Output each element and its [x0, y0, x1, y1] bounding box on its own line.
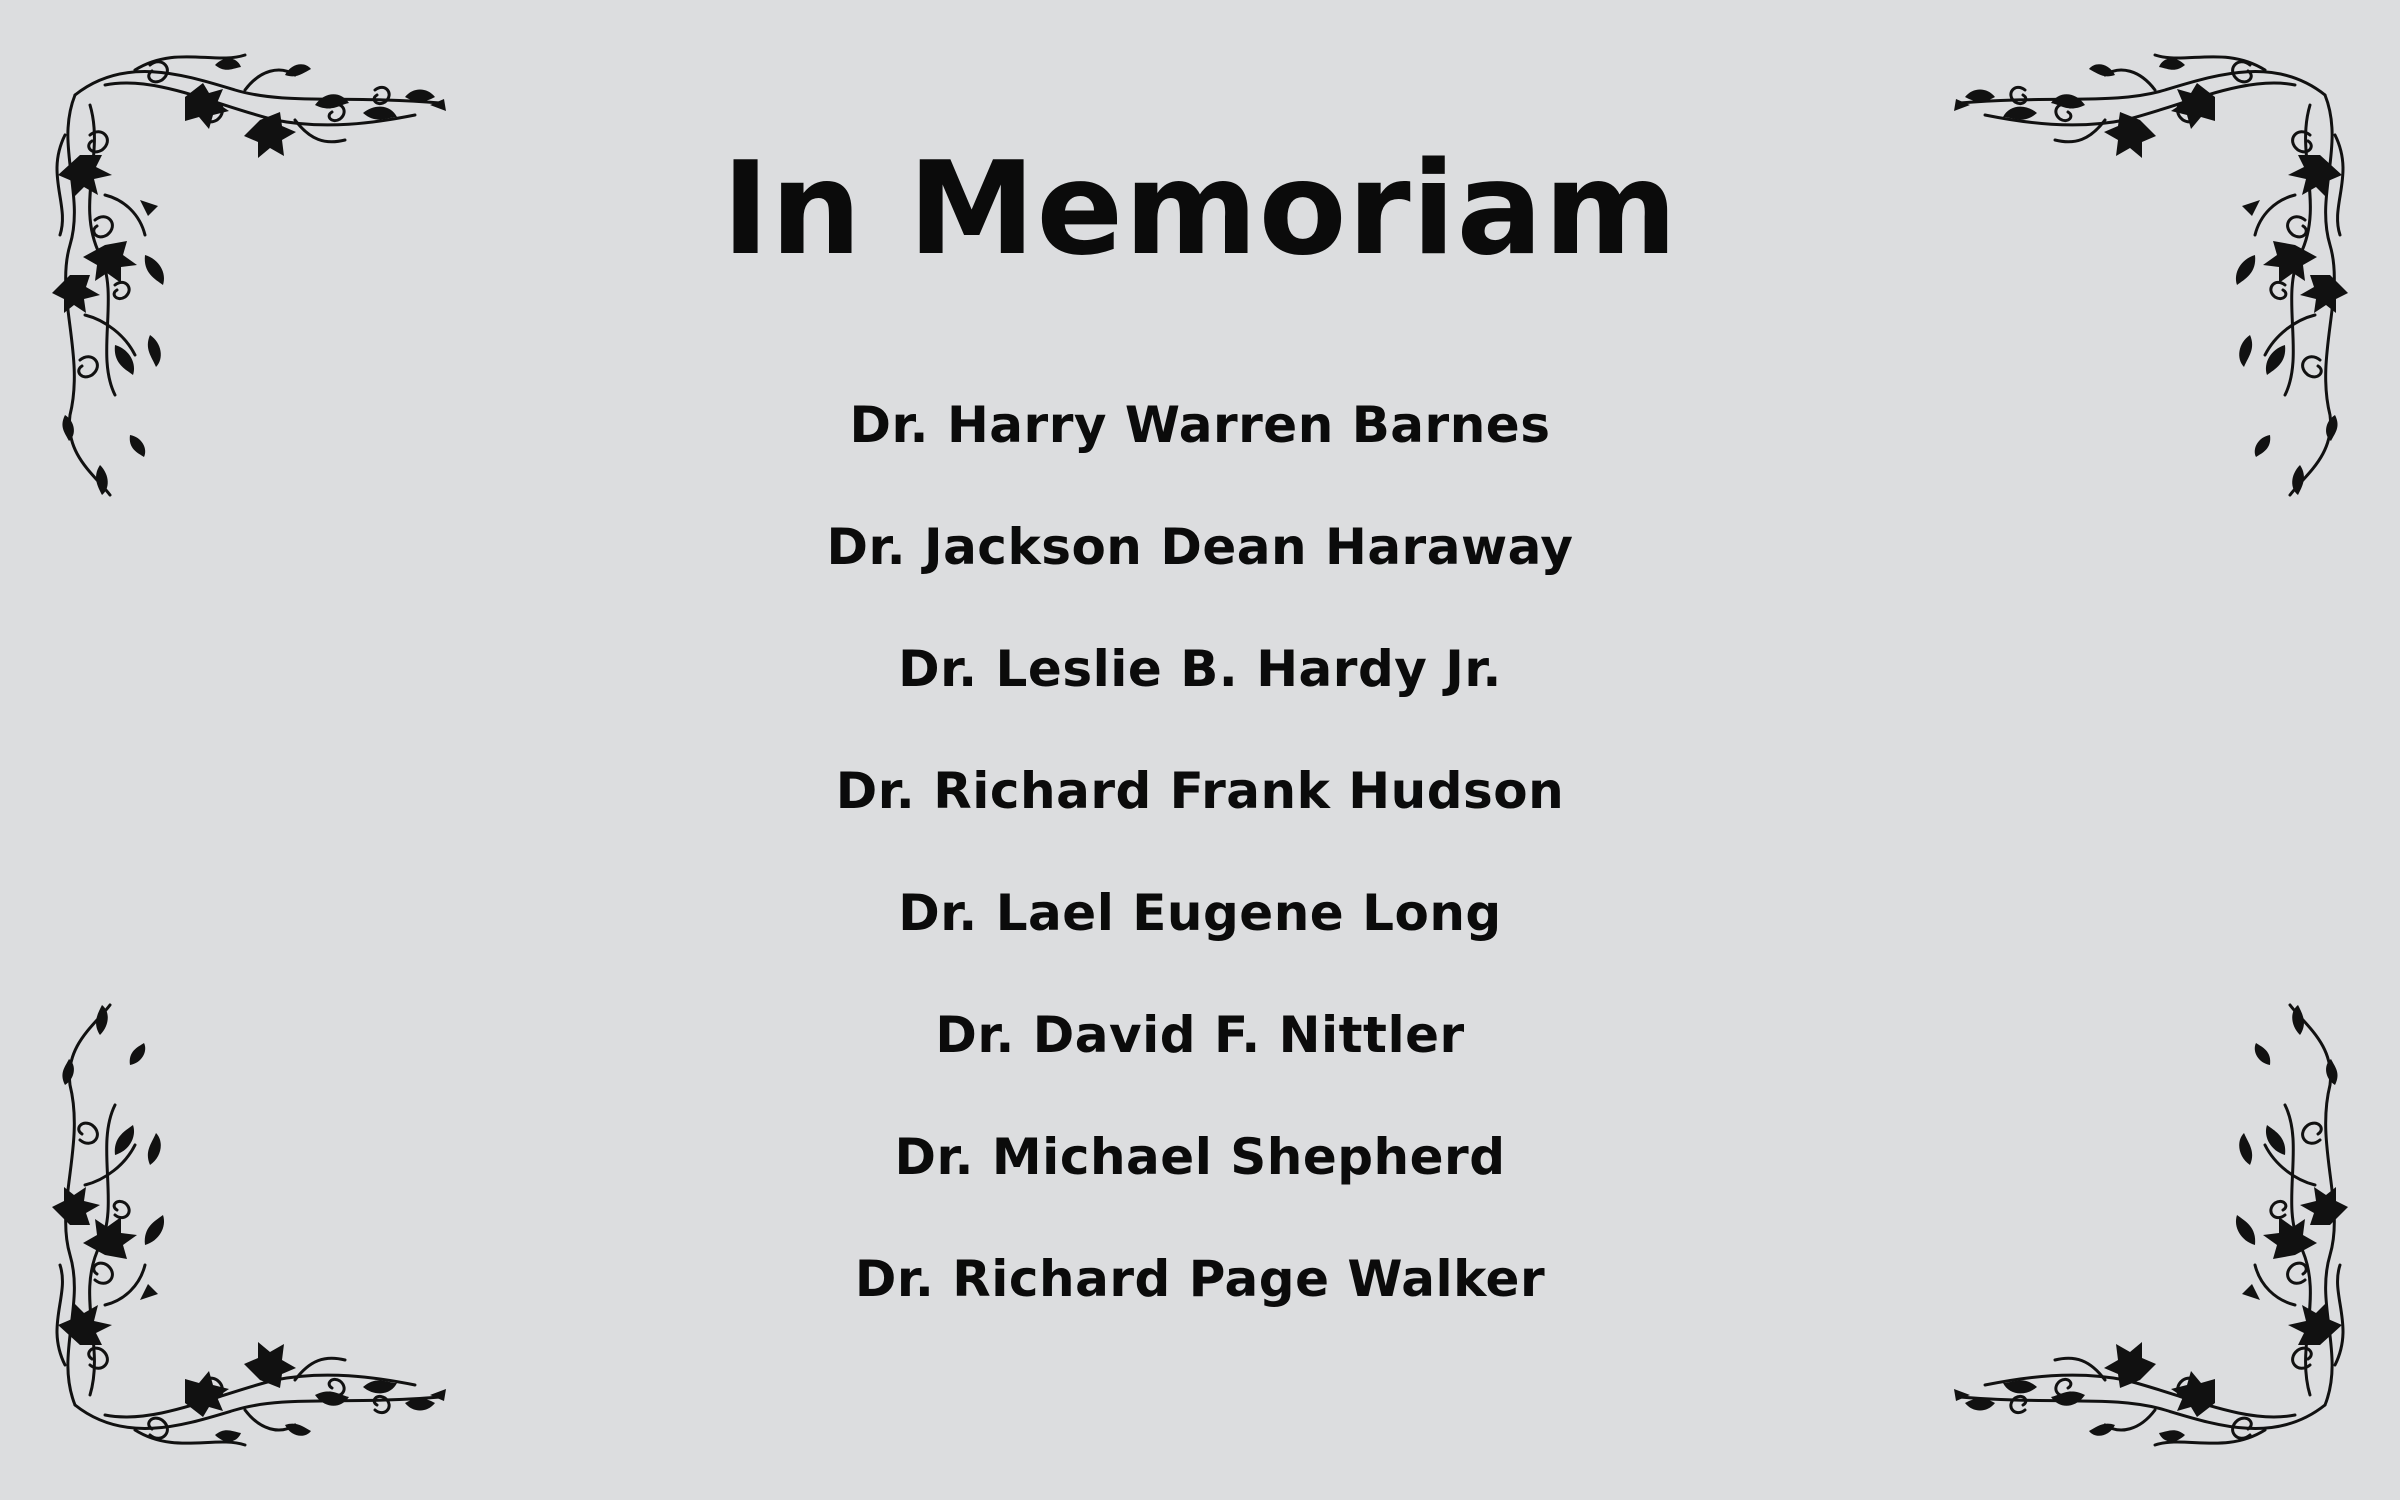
- list-item: Dr. Michael Shepherd: [894, 1128, 1506, 1186]
- page-title: In Memoriam: [721, 135, 1679, 284]
- list-item: Dr. Richard Frank Hudson: [835, 762, 1565, 820]
- list-item: Dr. Richard Page Walker: [854, 1250, 1546, 1308]
- list-item: Dr. David F. Nittler: [935, 1006, 1465, 1064]
- list-item: Dr. Leslie B. Hardy Jr.: [898, 640, 1502, 698]
- memorial-name-list: [0, 380, 2400, 1356]
- list-item: Dr. Harry Warren Barnes: [849, 396, 1551, 454]
- list-item: Dr. Lael Eugene Long: [898, 884, 1502, 942]
- list-item: Dr. Jackson Dean Haraway: [826, 518, 1574, 576]
